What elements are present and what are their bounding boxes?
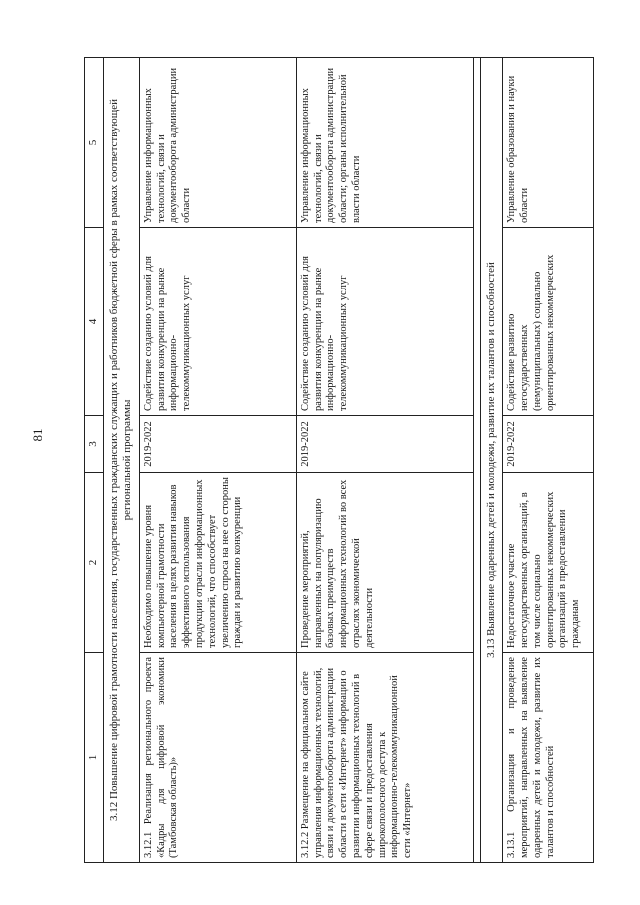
measure-cell: 3.12.2 Размещение на официальном сайте управления информационных технологий, связи и документооборота администрации области в сети «Интернет» информации о развитии информационных технологий в сфере связи и предоставления широкополосного доступа к информационно-телекоммуникационной сети «Интернет»: [296, 653, 473, 863]
column-number: 2: [85, 473, 104, 653]
responsible-cell: Управление образования и науки области: [503, 58, 594, 228]
problem-cell: Проведение мероприятий, направленных на популяризацию базовых преимуществ информационных технологий во всех отраслях экономической деятельности: [296, 473, 473, 653]
period-cell: 2019-2022: [296, 416, 473, 473]
section-title: 3.12 Повышение цифровой грамотности населения, государственных гражданских служащих и работников бюджетной сферы в рамках соответствующей региональной программы: [104, 58, 140, 863]
column-numbers-row: [85, 58, 104, 863]
measure-cell: 3.12.1 Реализация регионального проекта «Кадры для цифровой экономики (Тамбовская область)»: [139, 653, 296, 863]
measures-table: [84, 57, 594, 863]
column-number: 4: [85, 228, 104, 416]
rotated-page-content: [84, 58, 614, 863]
measure-cell: 3.13.1 Организация и проведение мероприятий, направленных на выявление одаренных детей и молодежи, развитие их талантов и способностей: [503, 653, 594, 863]
problem-cell: Недостаточное участие негосударственных организаций, в том числе социально ориентированных некоммерческих организаций в предоставлении гражданам: [503, 473, 594, 653]
period-cell: 2019-2022: [503, 416, 594, 473]
row-separator: [473, 58, 480, 863]
period-cell: 2019-2022: [139, 416, 296, 473]
section-title: 3.13 Выявление одаренных детей и молодежи, развитие их талантов и способностей: [480, 58, 502, 863]
result-cell: Содействие созданию условий для развития конкуренции на рынке информационно-телекоммуникационных услуг: [296, 228, 473, 416]
responsible-cell: Управление информационных технологий, связи и документооборота администрации области; органы исполнительной власти области: [296, 58, 473, 228]
responsible-cell: Управление информационных технологий, связи и документооборота администрации области: [139, 58, 296, 228]
separator-row: [473, 58, 480, 863]
page-number: 81: [30, 428, 45, 442]
column-number: 3: [85, 416, 104, 473]
table-row: [296, 58, 473, 863]
result-cell: Содействие развитию негосударственных (немуниципальных) социально ориентированных некоммерческих: [503, 228, 594, 416]
result-cell: Содействие созданию условий для развития конкуренции на рынке информационно-телекоммуникационных услуг: [139, 228, 296, 416]
column-number: 1: [85, 653, 104, 863]
problem-cell: Необходимо повышение уровня компьютерной грамотности населения в целях развития навыков эффективного использования продукции отрасли информационных технологий, что способствует увеличению спроса на нее со стороны граждан и развитию конкуренции: [139, 473, 296, 653]
table-row: [139, 58, 296, 863]
table-row: [503, 58, 594, 863]
column-number: 5: [85, 58, 104, 228]
section-header-row: [104, 58, 140, 863]
section-header-row: [480, 58, 502, 863]
